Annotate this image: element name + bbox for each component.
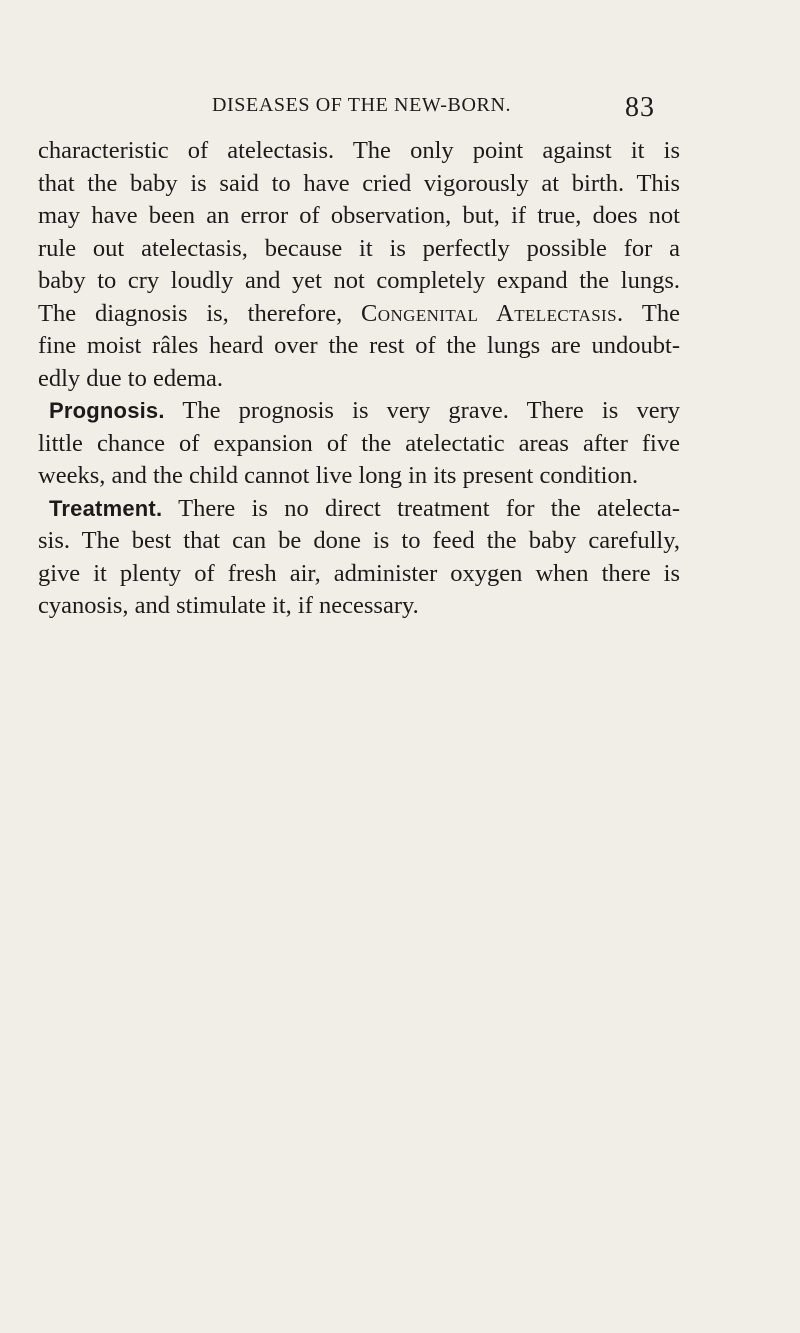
text-line: fine moist râles heard over the rest of the lungs are undoubt- <box>38 332 680 359</box>
text-line: characteristic of atelectasis. The only point against it is <box>38 137 680 164</box>
prognosis-heading: Prognosis. <box>49 398 165 423</box>
text-line: little chance of expansion of the atelectatic areas after five <box>38 429 680 457</box>
treatment-heading: Treatment. <box>49 495 163 521</box>
text-line: sis. The best that can be done is to feed the baby carefully, <box>38 527 680 554</box>
body-text <box>38 135 680 623</box>
treatment-line <box>38 493 680 526</box>
text-line: edly due to edema. <box>38 364 224 392</box>
text-line: weeks, and the child cannot live long in its present condition. <box>38 462 639 489</box>
text-line: that the baby is said to have cried vigorously at birth. This <box>38 169 680 197</box>
running-header <box>0 94 800 124</box>
text-line: baby to cry loudly and yet not completely expand the lungs. <box>38 267 680 294</box>
diagnosis-text-before: The diagnosis is, therefore, <box>38 299 362 327</box>
prognosis-text: The prognosis is very grave. There is very <box>164 397 680 424</box>
diagnosis-text-after: The <box>623 299 680 327</box>
chapter-running-title: DISEASES OF THE NEW-BORN. <box>212 94 512 116</box>
text-line: cyanosis, and stimulate it, if necessary. <box>38 592 419 619</box>
text-line <box>38 298 680 331</box>
diagnosis-term: Congenital Atelectasis. <box>361 299 624 327</box>
page-number: 83 <box>625 92 655 123</box>
prognosis-line <box>38 395 680 428</box>
treatment-text: There is no direct treatment for the atelecta- <box>162 494 680 522</box>
text-line: give it plenty of fresh air, administer oxygen when there is <box>38 559 680 587</box>
text-line: may have been an error of observation, but, if true, does not <box>38 202 680 229</box>
text-line: rule out atelectasis, because it is perfectly possible for a <box>38 234 680 262</box>
